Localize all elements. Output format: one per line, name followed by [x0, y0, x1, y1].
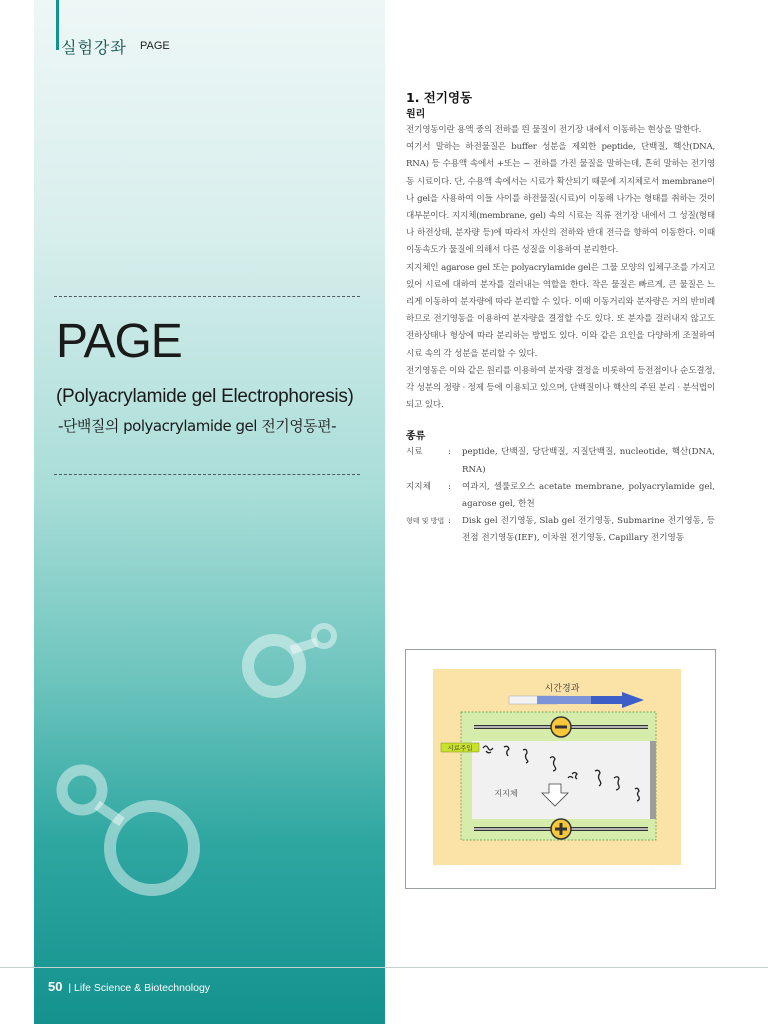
- gel-lane-edge: [650, 741, 656, 819]
- page-title: PAGE: [56, 315, 182, 368]
- title-english: (Polyacrylamide gel Electrophoresis): [56, 386, 354, 407]
- type-value: Disk gel 전기영동, Slab gel 전기영동, Submarine 전기영동, 등전점 전기영동(IEF), 이차원 전기영동, Capillary 전기영동: [462, 516, 715, 544]
- page-number: 50: [48, 979, 63, 994]
- sample-injection-label: 시료주입: [447, 744, 473, 752]
- support-label: 지지체: [494, 789, 518, 798]
- journal-name: Life Science & Biotechnology: [74, 982, 211, 994]
- time-label: 시간경과: [544, 684, 580, 694]
- type-row-sample: [406, 444, 715, 478]
- type-colon: :: [448, 481, 451, 492]
- type-label: 지지체: [406, 481, 431, 492]
- paragraph: 전기영동이란 용액 중의 전하를 띈 물질이 전기장 내에서 이동하는 현상을 말한다.: [406, 125, 702, 135]
- decorative-circles: [34, 600, 385, 900]
- paragraph: 여기서 말하는 하전물질은 buffer 성분을 제외한 peptide, 단백질, 핵산(DNA, RNA) 등 수용액 속에서 +또는 − 전하를 가진 물질을 말하는데, 흔히 말하는 전기영동 시료이다. 단, 수용액 속에서는 시료가 확산되기 때문에 지지체로서 membrane이나 gel을 사용하여 이들 사이를 하전물질(시료)이 이동해 나가는 형태를 취하는 것이 대부분이다. 지지체(membrane, gel) 속의 시료는 직류 전기장 내에서 그 성질(형태나 하전상태, 분자량 등)에 따라서 자신의 전하와 반대 전극을 향하여 이동한다. 이때 이동속도가 물질에 의해서 다른 성질을 이용하여 분리한다.: [406, 142, 715, 256]
- footer: [48, 979, 210, 994]
- footer-divider: [0, 967, 768, 968]
- section-heading: 1. 전기영동: [406, 90, 473, 105]
- time-arrow-dark: [591, 696, 622, 704]
- type-colon: :: [448, 516, 451, 527]
- type-label: 형태 및 방법: [406, 517, 445, 526]
- divider-top: [54, 296, 360, 297]
- article-body: [406, 88, 715, 548]
- type-value: 여과지, 셀룰로오스 acetate membrane, polyacrylamide gel, agarose gel, 한천: [462, 481, 715, 510]
- type-colon: :: [448, 447, 451, 458]
- series-topic: PAGE: [140, 40, 170, 52]
- electrophoresis-figure: [405, 649, 716, 889]
- type-value: peptide, 단백질, 당단백질, 지질단백질, nucleotide, 핵산(DNA, RNA): [462, 447, 715, 475]
- paragraph: 전기영동은 이와 같은 원리를 이용하여 분자량 결정을 비롯하여 등전점이나 순도결정, 각 성분의 정량 · 정제 등에 이용되고 있으며, 단백질이나 핵산의 주된 분리 · 분석법이 되고 있다.: [406, 365, 715, 411]
- deco-circle-small-bottom: [62, 770, 102, 810]
- gel-lane: [472, 741, 650, 819]
- header-accent-bar: [56, 0, 59, 50]
- plus-sign-v: [560, 823, 563, 835]
- paragraph: 지지체인 agarose gel 또는 polyacrylamide gel은 그물 모양의 입체구조를 가지고 있어 시료에 대하여 분자를 걸러내는 역할을 한다. 작은 물질은 빠르게, 큰 물질은 느리게 이동하여 분자량에 따라 분리할 수 있다. 이때 이동거리와 분자량은 거의 반비례하므로 전기영동을 이용하여 분자량을 결정할 수도 있다. 또 분자를 걸러내지 않고도 전하상태나 형상에 따라 분리하는 방법도 있다. 이와 같은 요인을 다양하게 조절하여 시료 속의 각 성분을 분리할 수 있다.: [406, 262, 715, 359]
- footer-separator: |: [68, 982, 72, 994]
- type-row-method: [406, 513, 715, 547]
- principle-label: 원리: [406, 109, 426, 120]
- deco-link-bottom: [97, 805, 122, 822]
- series-title: 실험강좌: [61, 38, 127, 57]
- types-label: 종류: [406, 431, 426, 443]
- divider-bottom: [54, 474, 360, 475]
- type-label: 시료: [406, 447, 423, 458]
- title-korean: -단백질의 polyacrylamide gel 전기영동편-: [58, 417, 337, 435]
- minus-sign: [555, 726, 567, 729]
- electrophoresis-diagram: [406, 650, 715, 888]
- type-row-support: [406, 479, 715, 513]
